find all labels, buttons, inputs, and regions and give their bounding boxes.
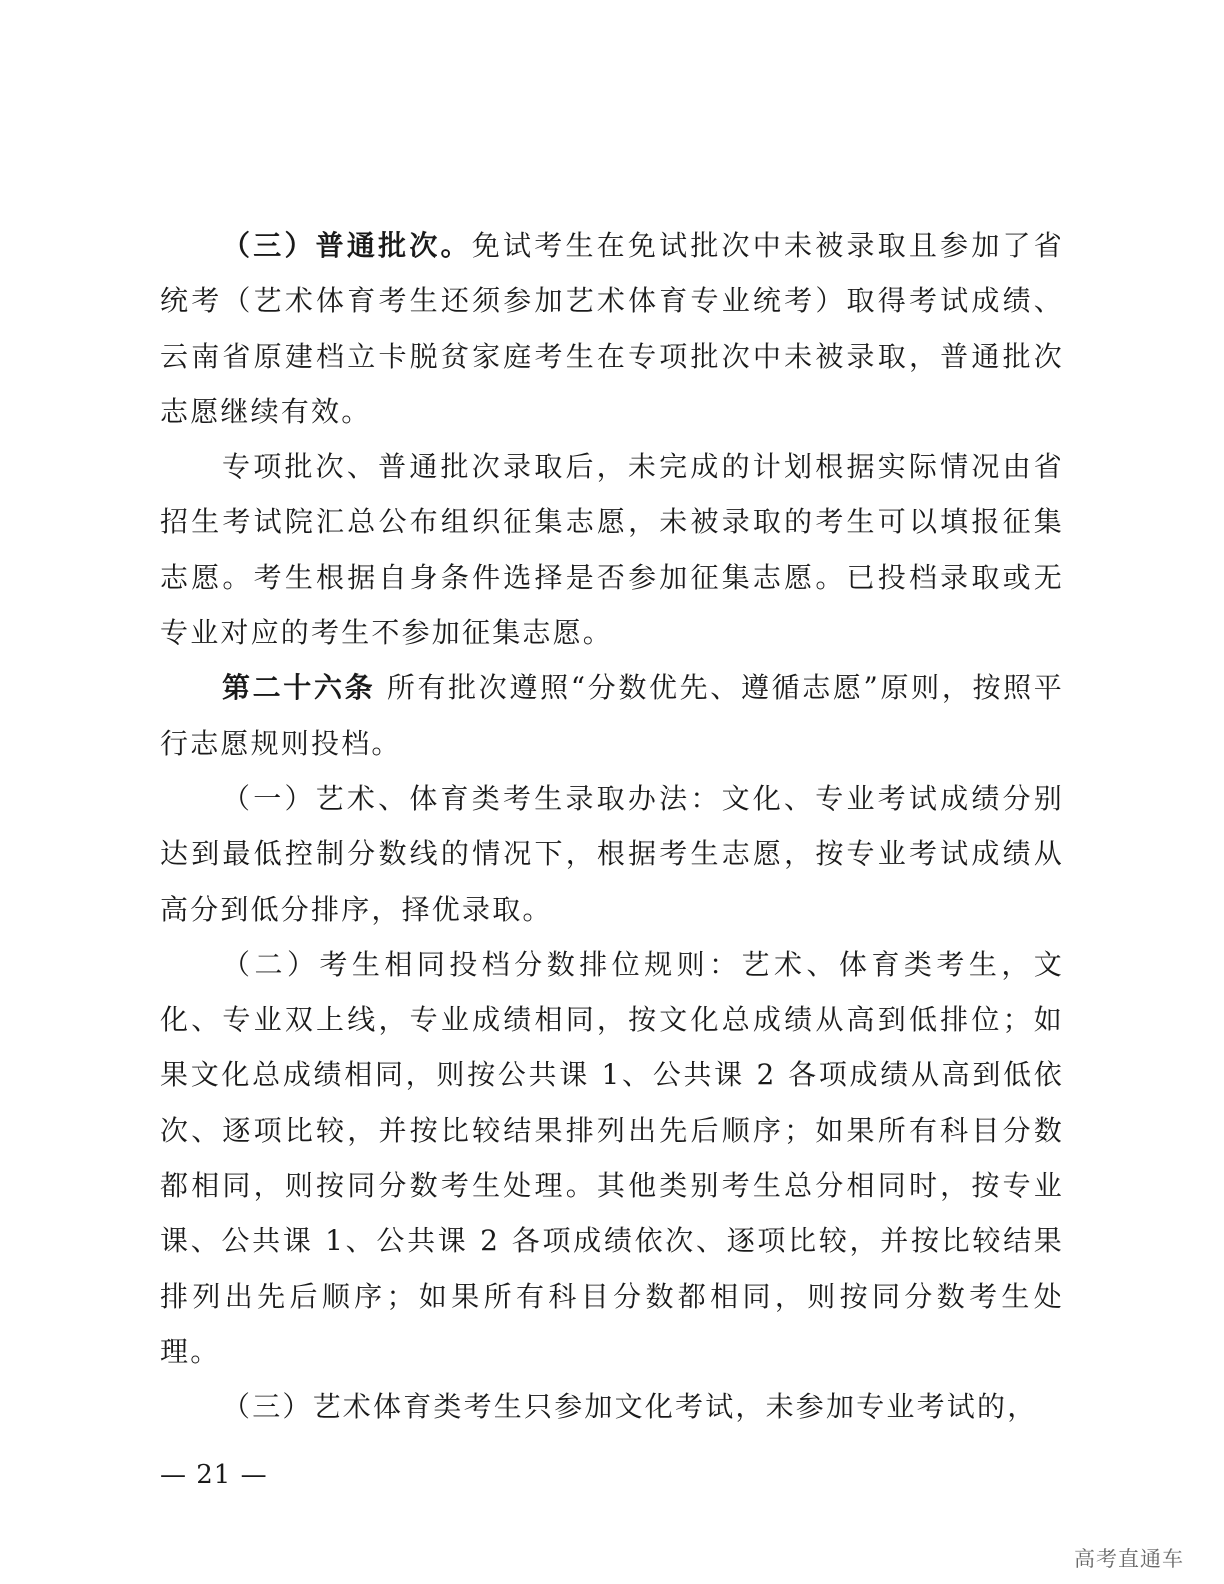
- page-number: — 21 —: [160, 1460, 268, 1490]
- article-heading: 第二十六条: [222, 671, 376, 705]
- paragraph-text: 专项批次、普通批次录取后，未完成的计划根据实际情况由省招生考试院汇总公布组织征集志愿，未被录取的考生可以填报征集志愿。考生根据自身条件选择是否参加征集志愿。已投档录取或无专业对应的考生不参加征集志愿。: [160, 450, 1064, 650]
- paragraph-text: （三）艺术体育类考生只参加文化考试，未参加专业考试的，: [222, 1390, 1038, 1424]
- paragraph-text: （二）考生相同投档分数排位规则：艺术、体育类考生，文化、专业双上线，专业成绩相同，按文化总成绩从高到低排位；如果文化总成绩相同，则按公共课 1、公共课 2 各项成绩从高到低依次、逐项比较，并按比较结果排列出先后顺序；如果所有科目分数都相同，则按同分数考生处理。其他类别考生总分相同时，按专业课、公共课 1、公共课 2 各项成绩依次、逐项比较，并按比较结果排列出先后顺序；如果所有科目分数都相同，则按同分数考生处理。: [160, 947, 1064, 1368]
- paragraph-text: （一）艺术、体育类考生录取办法：文化、专业考试成绩分别达到最低控制分数线的情况下，根据考生志愿，按专业考试成绩从高分到低分排序，择优录取。: [160, 781, 1064, 926]
- paragraph-lead: （三）普通批次。: [222, 229, 472, 262]
- paragraph-culture-only: [160, 1379, 1064, 1434]
- paragraph-text: 免试考生在免试批次中未被录取且参加了省统考（艺术体育考生还须参加艺术体育专业统考）取得考试成绩、云南省原建档立卡脱贫家庭考生在专项批次中未被录取，普通批次志愿继续有效。: [160, 229, 1064, 428]
- body-text: [160, 218, 1064, 1435]
- paragraph-ranking-rules: [160, 937, 1064, 1379]
- paragraph-text: 所有批次遵照“分数优先、遵循志愿”原则，按照平行志愿规则投档。: [160, 671, 1064, 760]
- watermark-text: 高考直通车: [1074, 1547, 1184, 1571]
- paragraph-art-sports-admission: [160, 771, 1064, 937]
- paragraph-article-26: [160, 660, 1064, 771]
- paragraph-supplementary-volunteer: [160, 439, 1064, 660]
- paragraph-general-batch: [160, 218, 1064, 439]
